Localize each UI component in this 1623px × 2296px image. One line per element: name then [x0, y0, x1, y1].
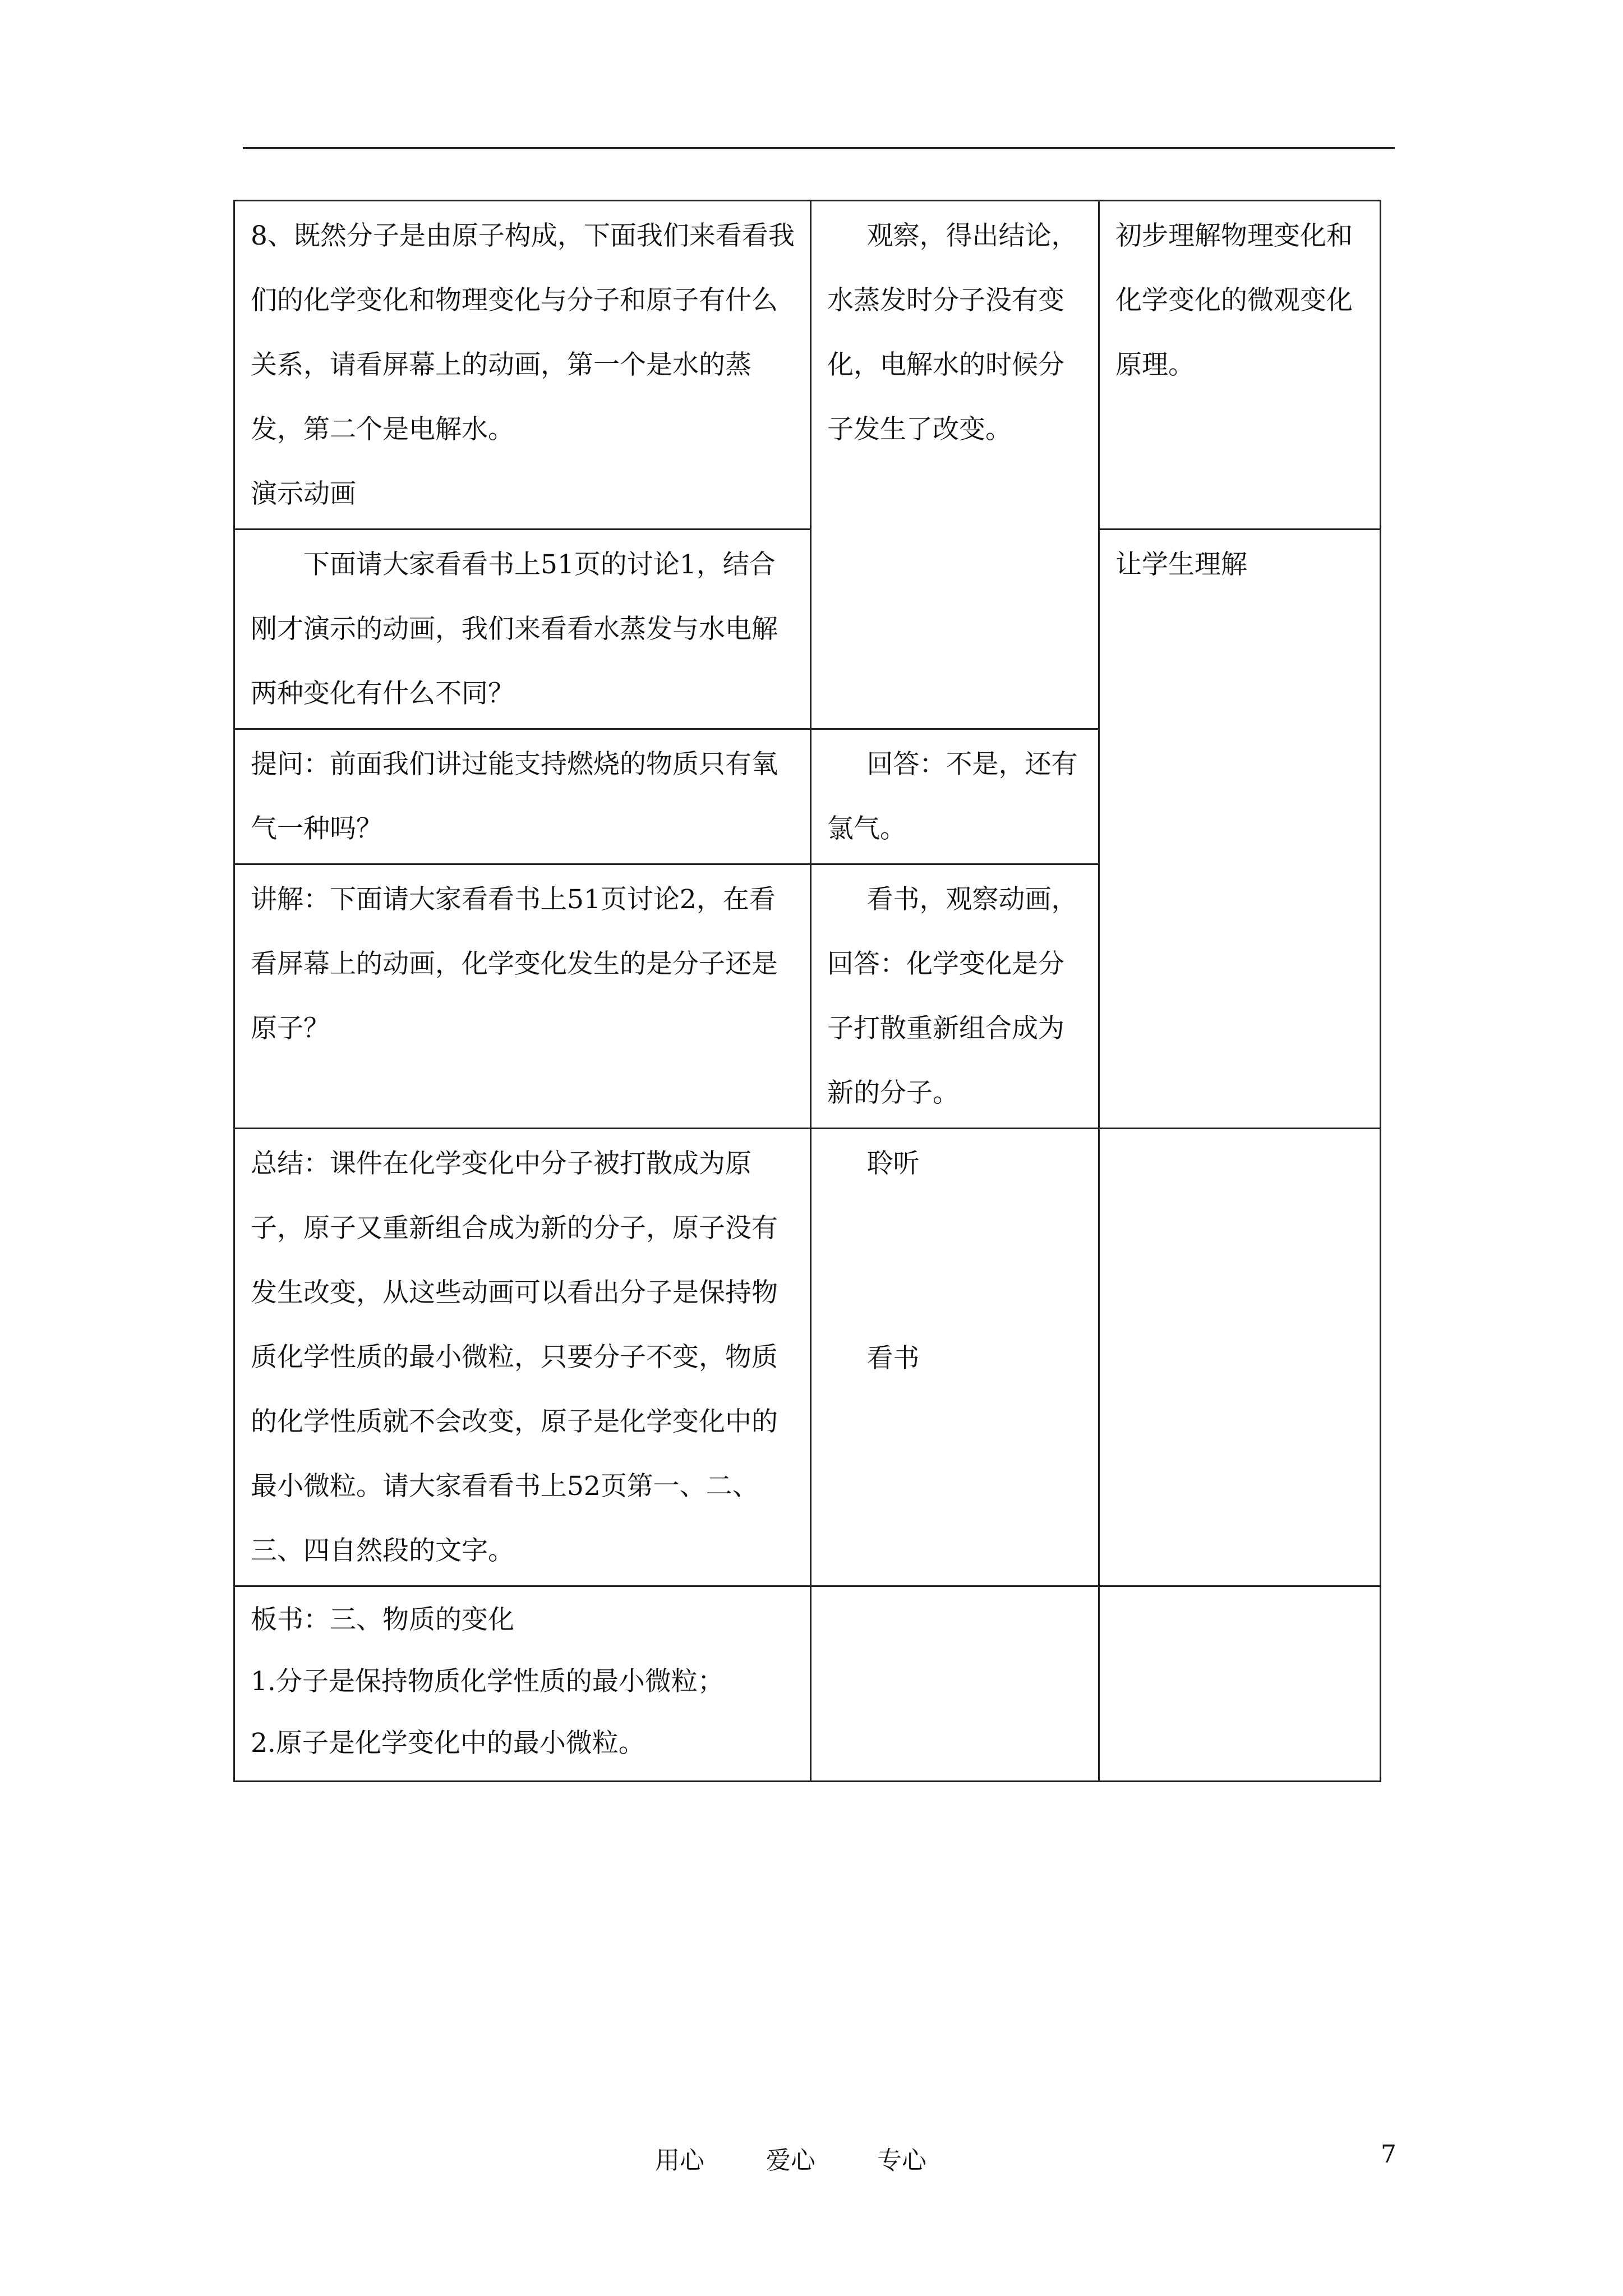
footer-motto: 用心: [655, 2146, 704, 2175]
teacher-activity-cell: [234, 1586, 811, 1782]
student-text: 聆听: [866, 1148, 920, 1179]
student-text: 观察，得出结论，水蒸发时分子没有变化，电解水的时候分子发生了改变。: [827, 220, 1078, 445]
student-activity-cell: [811, 1586, 1099, 1782]
teacher-text: 提问：前面我们讲过能支持燃烧的物质只有氧气一种吗？: [251, 749, 778, 844]
intent-text: 让学生理解: [1115, 549, 1247, 580]
table-row: [234, 201, 1381, 530]
table-row: [234, 1586, 1381, 1782]
teacher-text: 8、既然分子是由原子构成，下面我们来看看我们的化学变化和物理变化与分子和原子有什么关系，请看屏幕上的动画，第一个是水的蒸发，第二个是电解水。: [251, 220, 795, 445]
student-text: 回答：不是，还有氯气。: [827, 749, 1078, 844]
lesson-plan-table: [233, 200, 1381, 1782]
student-activity-cell: [811, 729, 1099, 864]
footer-motto: 专心: [877, 2146, 926, 2175]
teacher-text: 演示动画: [251, 478, 356, 509]
student-activity-cell: [811, 1129, 1099, 1586]
student-activity-cell: [811, 864, 1099, 1129]
design-intent-cell: [1099, 1129, 1381, 1586]
teacher-activity-cell: [234, 1129, 811, 1586]
blackboard-point: 2.原子是化学变化中的最小微粒。: [251, 1728, 645, 1759]
teacher-text: 下面请大家看看书上51页的讨论1，结合刚才演示的动画，我们来看看水蒸发与水电解两种变化有什么不同？: [251, 549, 778, 709]
footer-motto: 爱心: [766, 2146, 815, 2175]
header-rule: [243, 147, 1395, 149]
design-intent-cell: [1099, 201, 1381, 530]
student-activity-cell: [811, 201, 1099, 729]
blackboard-point: 1.分子是保持物质化学性质的最小微粒；: [251, 1666, 724, 1697]
page-number: 7: [1381, 2140, 1396, 2169]
teacher-activity-cell: [234, 201, 811, 530]
table-row: [234, 530, 1381, 729]
design-intent-cell: [1099, 530, 1381, 1129]
footer-mottos: [655, 2140, 926, 2176]
teacher-activity-cell: [234, 729, 811, 864]
table-row: [234, 1129, 1381, 1586]
teacher-activity-cell: [234, 864, 811, 1129]
student-text: 看书: [866, 1343, 920, 1374]
teacher-text: 讲解：下面请大家看看书上51页讨论2，在看看屏幕上的动画，化学变化发生的是分子还是原子？: [251, 884, 778, 1044]
design-intent-cell: [1099, 1586, 1381, 1782]
blackboard-title: 板书：三、物质的变化: [251, 1604, 514, 1635]
teacher-activity-cell: [234, 530, 811, 729]
teacher-text: 总结：课件在化学变化中分子被打散成为原子，原子又重新组合成为新的分子，原子没有发生改变，从这些动画可以看出分子是保持物质化学性质的最小微粒，只要分子不变，物质的化学性质就不会改变，原子是化学变化中的最小微粒。请大家看看书上52页第一、二、三、四自然段的文字。: [251, 1148, 778, 1566]
intent-text: 初步理解物理变化和化学变化的微观变化原理。: [1115, 220, 1353, 380]
student-text: 看书，观察动画，回答：化学变化是分子打散重新组合成为新的分子。: [827, 884, 1078, 1108]
